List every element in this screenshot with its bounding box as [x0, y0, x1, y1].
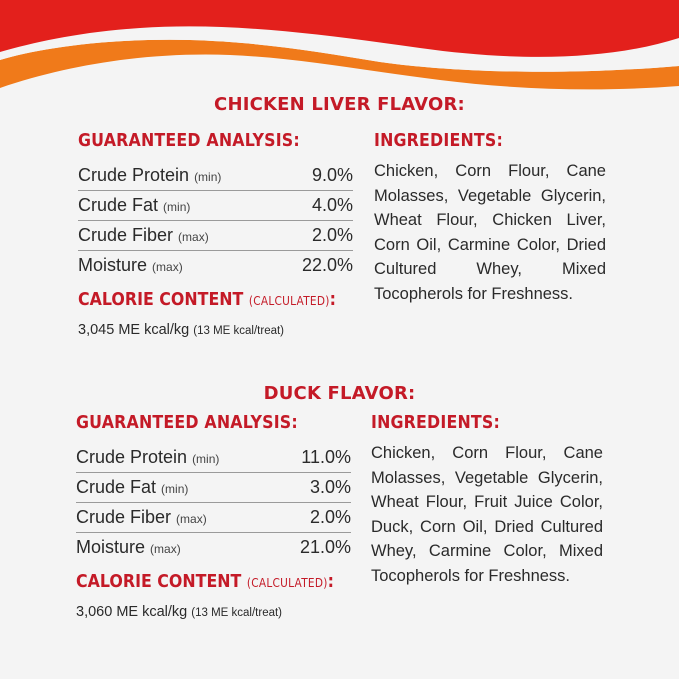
nutrient-percent: 2.0% [311, 225, 353, 245]
table-row [78, 161, 353, 191]
chicken-ingredients-heading: INGREDIENTS: [374, 130, 503, 151]
chicken-guaranteed-analysis [78, 130, 353, 338]
nutrient-percent: 4.0% [311, 195, 353, 215]
nutrient-qualifier: (max) [178, 230, 209, 244]
calorie-colon: : [327, 571, 334, 592]
nutrient-qualifier: (max) [150, 542, 181, 556]
nutrient-percent: 2.0% [309, 507, 351, 527]
chicken-calorie-heading [78, 289, 336, 310]
calorie-per-treat: (13 ME kcal/treat) [193, 325, 285, 337]
duck-calorie-value [76, 604, 351, 620]
chicken-flavor-title: CHICKEN LIVER FLAVOR: [214, 94, 465, 115]
nutrient-qualifier: (min) [192, 452, 220, 466]
calorie-heading-text: CALORIE CONTENT [78, 289, 244, 310]
table-row [78, 221, 353, 251]
table-row [76, 443, 351, 473]
calorie-calculated-note: (CALCULATED) [248, 294, 330, 308]
nutrient-percent: 11.0% [301, 447, 351, 467]
nutrient-name: Moisture [76, 537, 146, 557]
nutrient-percent: 21.0% [299, 537, 351, 557]
table-row [76, 473, 351, 503]
duck-ingredients [371, 412, 603, 588]
chicken-ingredients [374, 130, 606, 306]
table-row [78, 191, 353, 221]
calorie-per-treat: (13 ME kcal/treat) [191, 607, 283, 619]
nutrient-qualifier: (min) [194, 170, 222, 184]
calorie-heading-text: CALORIE CONTENT [76, 571, 242, 592]
table-row [76, 533, 351, 563]
table-row [78, 251, 353, 281]
nutrient-name: Moisture [78, 255, 148, 275]
nutrient-name: Crude Fiber [76, 507, 172, 527]
chicken-ingredients-text: Chicken, Corn Flour, Cane Molasses, Vegetable Glycerin, Wheat Flour, Chicken Liver, Corn Oil, Carmine Color, Dried Cultured Whey, Mixed Tocopherols for Freshness. [374, 162, 606, 303]
chicken-calorie-value [78, 322, 353, 338]
nutrient-percent: 22.0% [301, 255, 353, 275]
nutrient-percent: 9.0% [311, 165, 353, 185]
duck-analysis-table [76, 443, 351, 563]
chicken-analysis-table [78, 161, 353, 281]
nutrient-qualifier: (max) [176, 512, 207, 526]
duck-flavor-title: DUCK FLAVOR: [263, 383, 416, 404]
calorie-colon: : [329, 289, 336, 310]
duck-calorie-heading [76, 571, 334, 592]
duck-ingredients-text: Chicken, Corn Flour, Cane Molasses, Vegetable Glycerin, Wheat Flour, Fruit Juice Color, Duck, Corn Oil, Dried Cultured Whey, Carmine Color, Mixed Tocopherols for Freshness. [371, 444, 603, 585]
duck-ingredients-heading: INGREDIENTS: [371, 412, 500, 433]
nutrient-qualifier: (max) [152, 260, 183, 274]
nutrient-name: Crude Fiber [78, 225, 174, 245]
table-row [76, 503, 351, 533]
nutrient-name: Crude Protein [78, 165, 190, 185]
duck-guaranteed-analysis [76, 412, 351, 620]
nutrient-qualifier: (min) [163, 200, 191, 214]
nutrient-name: Crude Protein [76, 447, 188, 467]
duck-ga-heading: GUARANTEED ANALYSIS: [76, 412, 298, 433]
calorie-kcal-kg: 3,060 ME kcal/kg [76, 604, 188, 620]
nutrient-name: Crude Fat [78, 195, 159, 215]
nutrient-name: Crude Fat [76, 477, 157, 497]
calorie-kcal-kg: 3,045 ME kcal/kg [78, 322, 190, 338]
chicken-ga-heading: GUARANTEED ANALYSIS: [78, 130, 300, 151]
calorie-calculated-note: (CALCULATED) [246, 576, 328, 590]
nutrient-qualifier: (min) [161, 482, 189, 496]
nutrient-percent: 3.0% [309, 477, 351, 497]
